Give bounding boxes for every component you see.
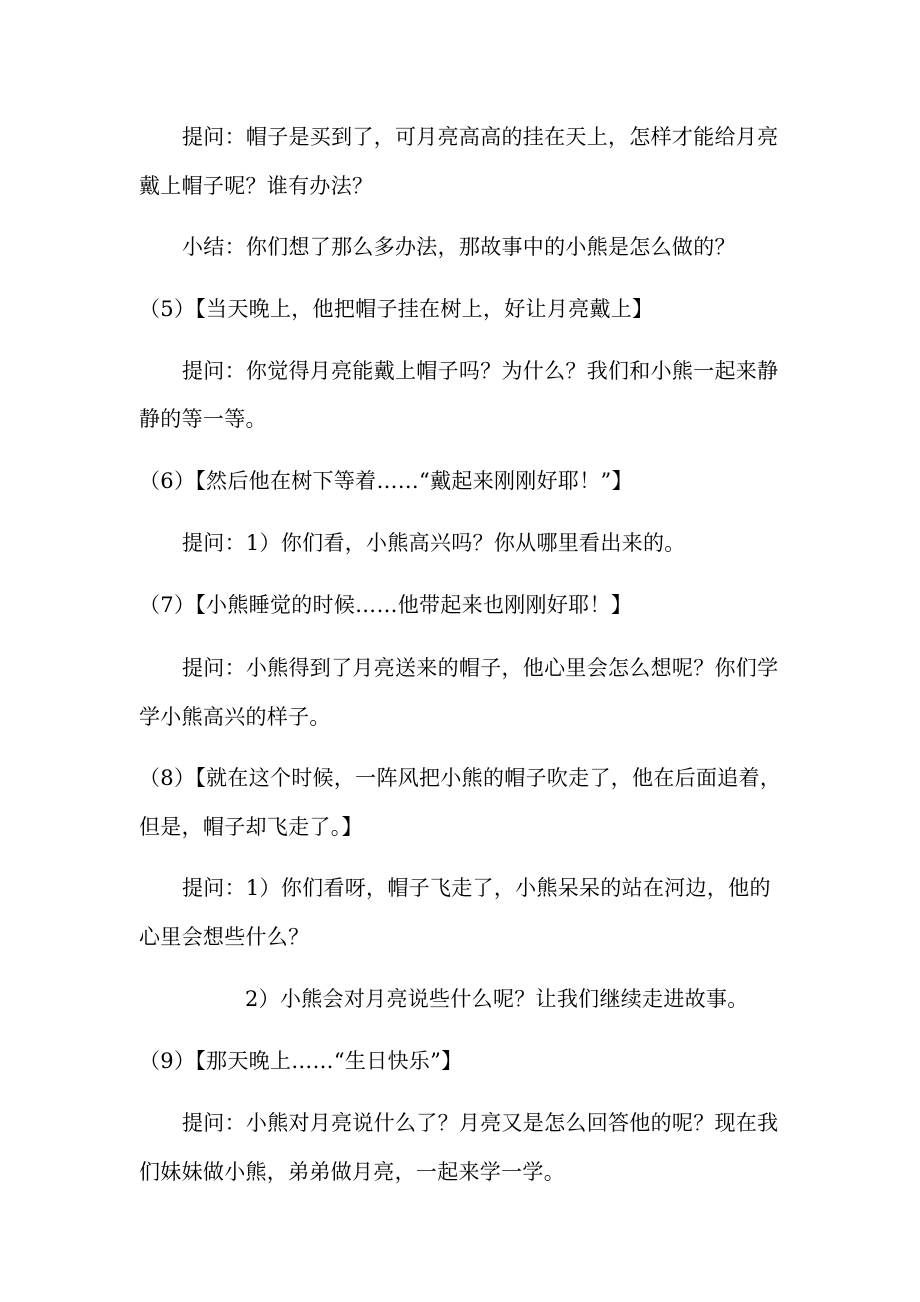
story-excerpt-6: （6）【然后他在树下等着……“戴起来刚刚好耶！”】	[139, 469, 633, 493]
story-excerpt-8-line-1: （8）【就在这个时候，一阵风把小熊的帽子吹走了，他在后面追着，	[139, 766, 782, 790]
story-excerpt-7: （7）【小熊睡觉的时候……他带起来也刚刚好耶！】	[139, 593, 633, 617]
story-excerpt-9: （9）【那天晚上……“生日快乐”】	[139, 1049, 463, 1073]
question-paragraph-6-line-1: 提问：小熊对月亮说什么了？月亮又是怎么回答他的呢？现在我	[182, 1111, 779, 1135]
question-paragraph-3: 提问：1）你们看，小熊高兴吗？你从哪里看出来的。	[182, 531, 686, 555]
question-paragraph-5-line-2: 心里会想些什么？	[139, 925, 310, 949]
question-paragraph-1-line-1: 提问：帽子是买到了，可月亮高高的挂在天上，怎样才能给月亮	[182, 125, 779, 149]
question-paragraph-5-subitem-2: 2）小熊会对月亮说些什么呢？让我们继续走进故事。	[245, 987, 749, 1011]
question-paragraph-2-line-1: 提问：你觉得月亮能戴上帽子吗？为什么？我们和小熊一起来静	[182, 359, 779, 383]
question-paragraph-4-line-1: 提问：小熊得到了月亮送来的帽子，他心里会怎么想呢？你们学	[182, 656, 779, 680]
question-paragraph-2-line-2: 静的等一等。	[139, 407, 267, 431]
question-paragraph-1-line-2: 戴上帽子呢？谁有办法？	[139, 174, 374, 198]
story-excerpt-8-line-2: 但是，帽子却飞走了。】	[139, 815, 363, 839]
question-paragraph-5-line-1: 提问：1）你们看呀，帽子飞走了，小熊呆呆的站在河边，他的	[182, 876, 771, 900]
summary-paragraph: 小结：你们想了那么多办法，那故事中的小熊是怎么做的？	[182, 235, 736, 259]
question-paragraph-6-line-2: 们妹妹做小熊，弟弟做月亮，一起来学一学。	[139, 1160, 565, 1184]
story-excerpt-5: （5）【当天晚上，他把帽子挂在树上，好让月亮戴上】	[139, 297, 654, 321]
question-paragraph-4-line-2: 学小熊高兴的样子。	[139, 705, 331, 729]
